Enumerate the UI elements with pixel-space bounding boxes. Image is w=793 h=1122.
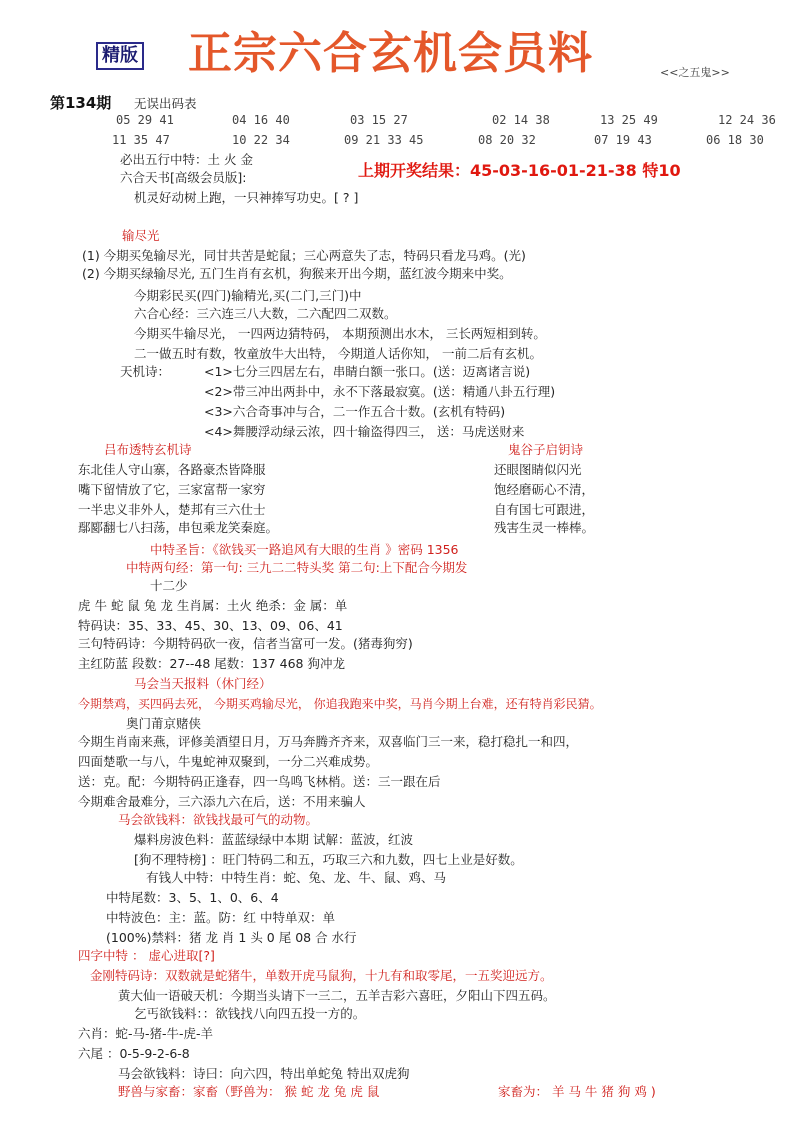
seal-stamp: 精版 bbox=[96, 42, 144, 70]
text-line: 主红防蓝 段数：27--48 尾数：137 468 狗冲龙 bbox=[78, 656, 345, 671]
text-line: 马会欲钱料：诗曰：向六四，特出单蛇兔 特出双虎狗 bbox=[118, 1066, 410, 1081]
poem-line: 残害生灵一棒棒。 bbox=[494, 520, 595, 535]
text-line: 中特圣旨：《欲钱买一路追风有大眼的生肖 》密码 1356 bbox=[150, 542, 459, 557]
table-label: 无误出码表 bbox=[134, 96, 197, 111]
text-line: 今期禁鸡，买四码去死， 今期买鸡输尽光， 你追我跑来中奖，马肖今期上台难，还有特肖彩民猜。 bbox=[78, 697, 602, 711]
poem-left-title: 吕布透特玄机诗 bbox=[104, 442, 192, 457]
page-title bbox=[188, 24, 593, 84]
text-line: 六尾 ：0-5-9-2-6-8 bbox=[78, 1046, 190, 1061]
poem-line: 自有国七可跟进， bbox=[494, 502, 595, 517]
text-line: 今期彩民买(四门)输精光,买(二门,三门)中 bbox=[134, 288, 362, 303]
text-line: 中特尾数：3、5、1、0、6、4 bbox=[106, 890, 279, 905]
text-line: 六肖：蛇-马-猪-牛-虎-羊 bbox=[78, 1026, 214, 1041]
number-cell: 06 18 30 bbox=[706, 133, 764, 147]
text-line: 十二少 bbox=[150, 578, 188, 593]
number-cell: 09 21 33 45 bbox=[344, 133, 424, 147]
text-line: (2) 今期买绿输尽光, 五门生肖有玄机，狗猴来开出今期，蓝红波今期来中奖。 bbox=[82, 266, 512, 281]
text-line: 中特波色：主：蓝。防：红 中特单双：单 bbox=[106, 910, 335, 925]
text-line: 马会当天报料（休门经） bbox=[134, 676, 272, 691]
title-text: 正宗六合玄机会员料 bbox=[188, 28, 593, 79]
poem-right-title: 鬼谷子启钥诗 bbox=[508, 442, 584, 457]
poem-line: 鄢郾翻七八扫荡，串包乘龙笑秦庭。 bbox=[78, 520, 279, 535]
text-line: <4>舞腰浮动绿云浓，四十输盗得四三， 送：马虎送财来 bbox=[204, 424, 525, 439]
intro-line: 必出五行中特：土 火 金 bbox=[120, 152, 253, 167]
last-result: 上期开奖结果：45-03-16-01-21-38 特10 bbox=[358, 161, 681, 180]
number-cell: 10 22 34 bbox=[232, 133, 290, 147]
text-line: 六合心经：三六连三八大数，二六配四二双数。 bbox=[134, 306, 397, 321]
poem-line: 饱经磨砺心不清， bbox=[494, 482, 595, 497]
text-line: 送：克。配：今期特码正逢春，四一鸟鸣飞林梢。送：三一跟在后 bbox=[78, 774, 441, 789]
text-line: 有钱人中特：中特生肖：蛇、兔、龙、牛、鼠、鸡、马 bbox=[146, 870, 447, 885]
poem-line: 东北佳人守山寨，各路豪杰皆降服 bbox=[78, 462, 266, 477]
text-line: 中特两句经：第一句: 三九二二特头奖 第二句:上下配合今期发 bbox=[126, 560, 468, 575]
page-subtitle: <<之五鬼>> bbox=[660, 66, 730, 79]
text-line: 家畜为： 羊 马 牛 猪 狗 鸡 ) bbox=[498, 1084, 656, 1099]
section-heading: 输尽光 bbox=[122, 228, 160, 243]
number-cell: 07 19 43 bbox=[594, 133, 652, 147]
text-line: <1>七分三四居左右，串睛白额一张口。(送：迈离诸言说) bbox=[204, 364, 531, 379]
number-cell: 02 14 38 bbox=[492, 113, 550, 127]
intro-line: 六合天书[高级会员版]: bbox=[120, 170, 247, 185]
number-cell: 11 35 47 bbox=[112, 133, 170, 147]
text-line: 黄大仙一语破天机：今期当头请下一三二，五羊吉彩六喜旺，夕阳山下四五码。 bbox=[118, 988, 556, 1003]
text-line: (100%)禁料：猪 龙 肖 1 头 0 尾 08 合 水行 bbox=[106, 930, 357, 945]
text-line: 金刚特码诗：双数就是蛇猪牛，单数开虎马鼠狗，十九有和取零尾，一五奖迎远方。 bbox=[90, 968, 553, 983]
issue-number: 第134期 bbox=[50, 94, 112, 112]
number-cell: 03 15 27 bbox=[350, 113, 408, 127]
text-line: 马会欲钱料：欲钱找最可气的动物。 bbox=[118, 812, 319, 827]
text-line: (1) 今期买兔输尽光，同甘共苦是蛇鼠；三心两意失了志，特码只看龙马鸡。(光) bbox=[82, 248, 526, 263]
number-cell: 04 16 40 bbox=[232, 113, 290, 127]
text-line: 虎 牛 蛇 鼠 兔 龙 生肖属：土火 绝杀：金 属：单 bbox=[78, 598, 348, 613]
text-line: 今期买牛输尽光， 一四两边猜特码， 本期预测出水木， 三长两短相到转。 bbox=[134, 326, 546, 341]
number-cell: 12 24 36 bbox=[718, 113, 776, 127]
text-line: [狗不理特榜] ：旺门特码二和五，巧取三六和九数，四七上业是好数。 bbox=[134, 852, 523, 867]
text-line: 二一做五时有数，牧童放牛大出特， 今期道人话你知， 一前二后有玄机。 bbox=[134, 346, 542, 361]
intro-line: 机灵好动树上跑，一只神捧写功史。[ ? ] bbox=[134, 190, 359, 205]
text-line: 四字中特 ： 虚心进取[?] bbox=[78, 948, 215, 963]
poem-line: 嘴下留情放了它，三家富帮一家穷 bbox=[78, 482, 266, 497]
poem-line: 一半忠义非外人，楚邦有三六仕士 bbox=[78, 502, 266, 517]
text-line: <3>六合奇事冲与合，二一作五合十数。(玄机有特码) bbox=[204, 404, 506, 419]
text-line: 四面楚歌一与八，牛鬼蛇神双聚到，一分二兴难成势。 bbox=[78, 754, 379, 769]
text-line: 爆料房波色料：蓝蓝绿绿中本期 试解：蓝波，红波 bbox=[134, 832, 413, 847]
text-line: 今期生肖南来燕，评修美酒望日月，万马奔腾齐齐来，双喜临门三一来，稳打稳扎一和四， bbox=[78, 734, 579, 749]
text-line: 三句特码诗：今期特码砍一夜，信者当富可一发。(猪毒狗穷) bbox=[78, 636, 413, 651]
text-line: 特码诀：35、33、45、30、13、09、06、41 bbox=[78, 618, 343, 633]
text-line: 今期难舍最难分，三六添九六在后，送：不用来骗人 bbox=[78, 794, 366, 809]
number-cell: 05 29 41 bbox=[116, 113, 174, 127]
text-line: 奥门莆京赌侠 bbox=[126, 716, 202, 731]
text-line: <2>带三冲出两卦中，永不下落最寂寞。(送：精通八卦五行理) bbox=[204, 384, 556, 399]
text-line: 野兽与家畜：家畜（野兽为： 猴 蛇 龙 兔 虎 鼠 bbox=[118, 1084, 380, 1099]
poem-line: 还眼图睛似闪光 bbox=[494, 462, 582, 477]
number-cell: 08 20 32 bbox=[478, 133, 536, 147]
tianji-label: 天机诗： bbox=[120, 364, 171, 379]
number-cell: 13 25 49 bbox=[600, 113, 658, 127]
text-line: 乞丐欲钱料：：欲钱找八向四五投一方的。 bbox=[134, 1006, 366, 1021]
